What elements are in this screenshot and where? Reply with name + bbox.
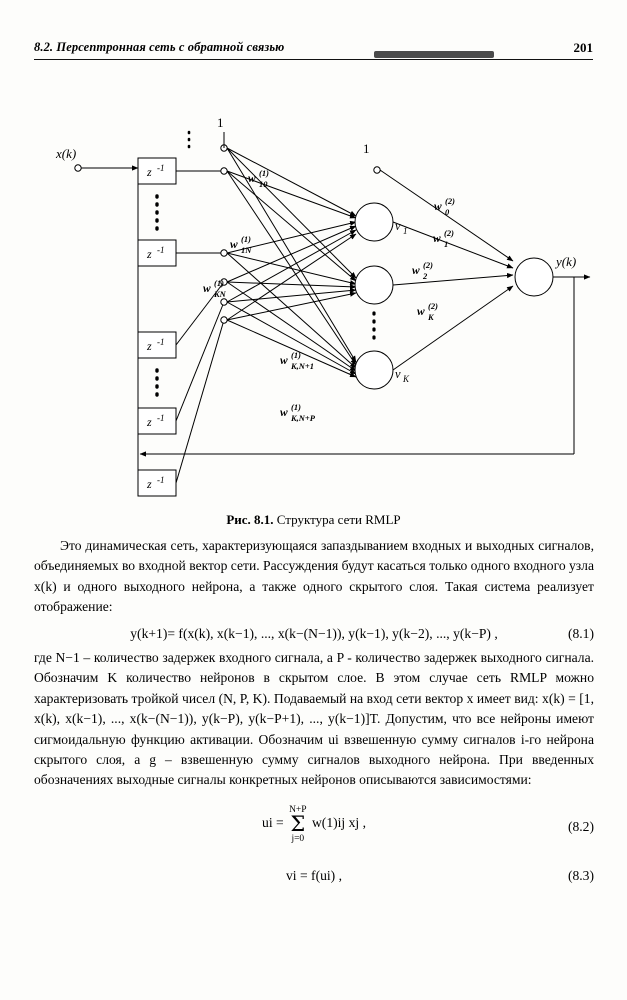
svg-text:v: v bbox=[395, 367, 401, 381]
equation-8-1-body: y(k+1)= f(x(k), x(k−1), ..., x(k−(N−1)), y(k−1), y(k−2), ..., y(k−P) , bbox=[130, 625, 498, 641]
svg-text:w: w bbox=[433, 233, 441, 245]
svg-text:(2): (2) bbox=[423, 260, 433, 270]
equation-8-2-number: (8.2) bbox=[567, 818, 594, 834]
equation-8-2 bbox=[34, 805, 594, 844]
svg-text:KN: KN bbox=[214, 289, 226, 299]
equation-8-3-number: (8.3) bbox=[567, 867, 594, 883]
svg-text:z: z bbox=[147, 247, 152, 261]
svg-text:w: w bbox=[280, 355, 288, 367]
equation-8-1 bbox=[34, 624, 594, 644]
svg-text:K: K bbox=[403, 374, 410, 384]
equation-8-2-rhs: w(1)ij xj , bbox=[311, 815, 366, 831]
svg-text:w: w bbox=[248, 173, 256, 185]
svg-text:w: w bbox=[230, 239, 238, 251]
figure-bias-top-label: 1 bbox=[217, 115, 224, 130]
svg-text:-1: -1 bbox=[157, 245, 165, 255]
equation-8-2-sum-lower: j=0 bbox=[291, 834, 305, 845]
svg-text:z: z bbox=[147, 339, 152, 353]
body-text bbox=[34, 536, 594, 890]
svg-text:K,N+1: K,N+1 bbox=[291, 361, 315, 371]
svg-text:(1): (1) bbox=[291, 350, 301, 360]
sigma-glyph: Σ bbox=[290, 812, 306, 837]
figure-caption bbox=[0, 512, 627, 528]
svg-text:z: z bbox=[147, 165, 152, 179]
svg-text:-1: -1 bbox=[157, 337, 165, 347]
equation-8-2-lhs: ui = bbox=[262, 815, 284, 831]
svg-text:(2): (2) bbox=[445, 196, 455, 206]
svg-text:(2): (2) bbox=[444, 228, 454, 238]
svg-text:(1): (1) bbox=[214, 278, 224, 288]
svg-text:10: 10 bbox=[259, 179, 268, 189]
svg-text:-1: -1 bbox=[157, 413, 165, 423]
svg-text:z: z bbox=[147, 415, 152, 429]
page-number: 201 bbox=[573, 40, 593, 55]
svg-text:w: w bbox=[412, 265, 420, 277]
svg-text:v: v bbox=[395, 219, 401, 233]
equation-8-3-body: vi = f(ui) , bbox=[286, 867, 342, 883]
svg-text:0: 0 bbox=[445, 207, 450, 217]
svg-text:1N: 1N bbox=[241, 245, 252, 255]
svg-text:K,N+P: K,N+P bbox=[291, 413, 315, 423]
svg-text:1: 1 bbox=[444, 239, 449, 249]
svg-text:w: w bbox=[280, 407, 288, 419]
svg-text:w: w bbox=[434, 201, 442, 213]
svg-text:1: 1 bbox=[403, 226, 408, 236]
figure-output-label: y(k) bbox=[556, 254, 577, 269]
paragraph-1: Это динамическая сеть, характеризующаяся запаздыванием входных и выходных сигналов, объединяемых во входной вектор сети. Рассуждения будут касаться только одного входного узла x(k) и одного выходного нейрона, а также одного скрытого слоя. Такая система реализует отображение: bbox=[34, 538, 594, 615]
figure-input-label: x(k) bbox=[56, 146, 77, 161]
svg-text:(1): (1) bbox=[259, 168, 269, 178]
equation-8-3 bbox=[34, 866, 594, 886]
svg-text:-1: -1 bbox=[157, 475, 165, 485]
svg-text:K: K bbox=[428, 312, 434, 322]
svg-text:w: w bbox=[417, 306, 425, 318]
svg-text:z: z bbox=[147, 477, 152, 491]
svg-text:2: 2 bbox=[423, 271, 428, 281]
running-head-title: 8.2. Персептронная сеть с обратной связью bbox=[34, 40, 285, 54]
scan-artifact bbox=[374, 51, 494, 58]
figure-caption-text: Структура сети RMLP bbox=[273, 512, 401, 527]
equation-8-1-number: (8.1) bbox=[567, 625, 594, 641]
equation-8-2-summation bbox=[289, 806, 307, 845]
header-rule bbox=[34, 59, 593, 60]
svg-text:(1): (1) bbox=[241, 234, 251, 244]
svg-text:(1): (1) bbox=[291, 402, 301, 412]
svg-text:-1: -1 bbox=[157, 163, 165, 173]
figure-rmlp-structure bbox=[34, 70, 594, 505]
paragraph-2: где N−1 – количество задержек входного сигнала, а P - количество задержек выходного сигнала. Обозначим K количество нейронов в скрытом слое. В этом случае сеть RMLP можно характеризовать тройкой чисел (N, P, K). Подаваемый на вход сети вектор x имеет вид: x(k) = [1, x(k), x(k−1), ..., x(k−(N−1)), y(k−P), y(k−P+1), ..., y(k−1)]T. Допустим, что все нейроны имеют сигмоидальную функцию активации. Обозначим ui взвешенную сумму сигналов i-го нейрона скрытого слоя, а g – взвешенную сумму сигналов выходного нейрона. При введенных обозначениях выходные сигналы конкретных нейронов описываются зависимостями: bbox=[34, 650, 594, 788]
svg-text:w: w bbox=[203, 283, 211, 295]
figure-bias-second-label: 1 bbox=[363, 141, 370, 156]
figure-caption-number: Рис. 8.1. bbox=[226, 512, 274, 527]
running-head bbox=[34, 40, 593, 60]
svg-text:(2): (2) bbox=[428, 301, 438, 311]
equation-8-2-sum-upper: N+P bbox=[289, 804, 307, 815]
